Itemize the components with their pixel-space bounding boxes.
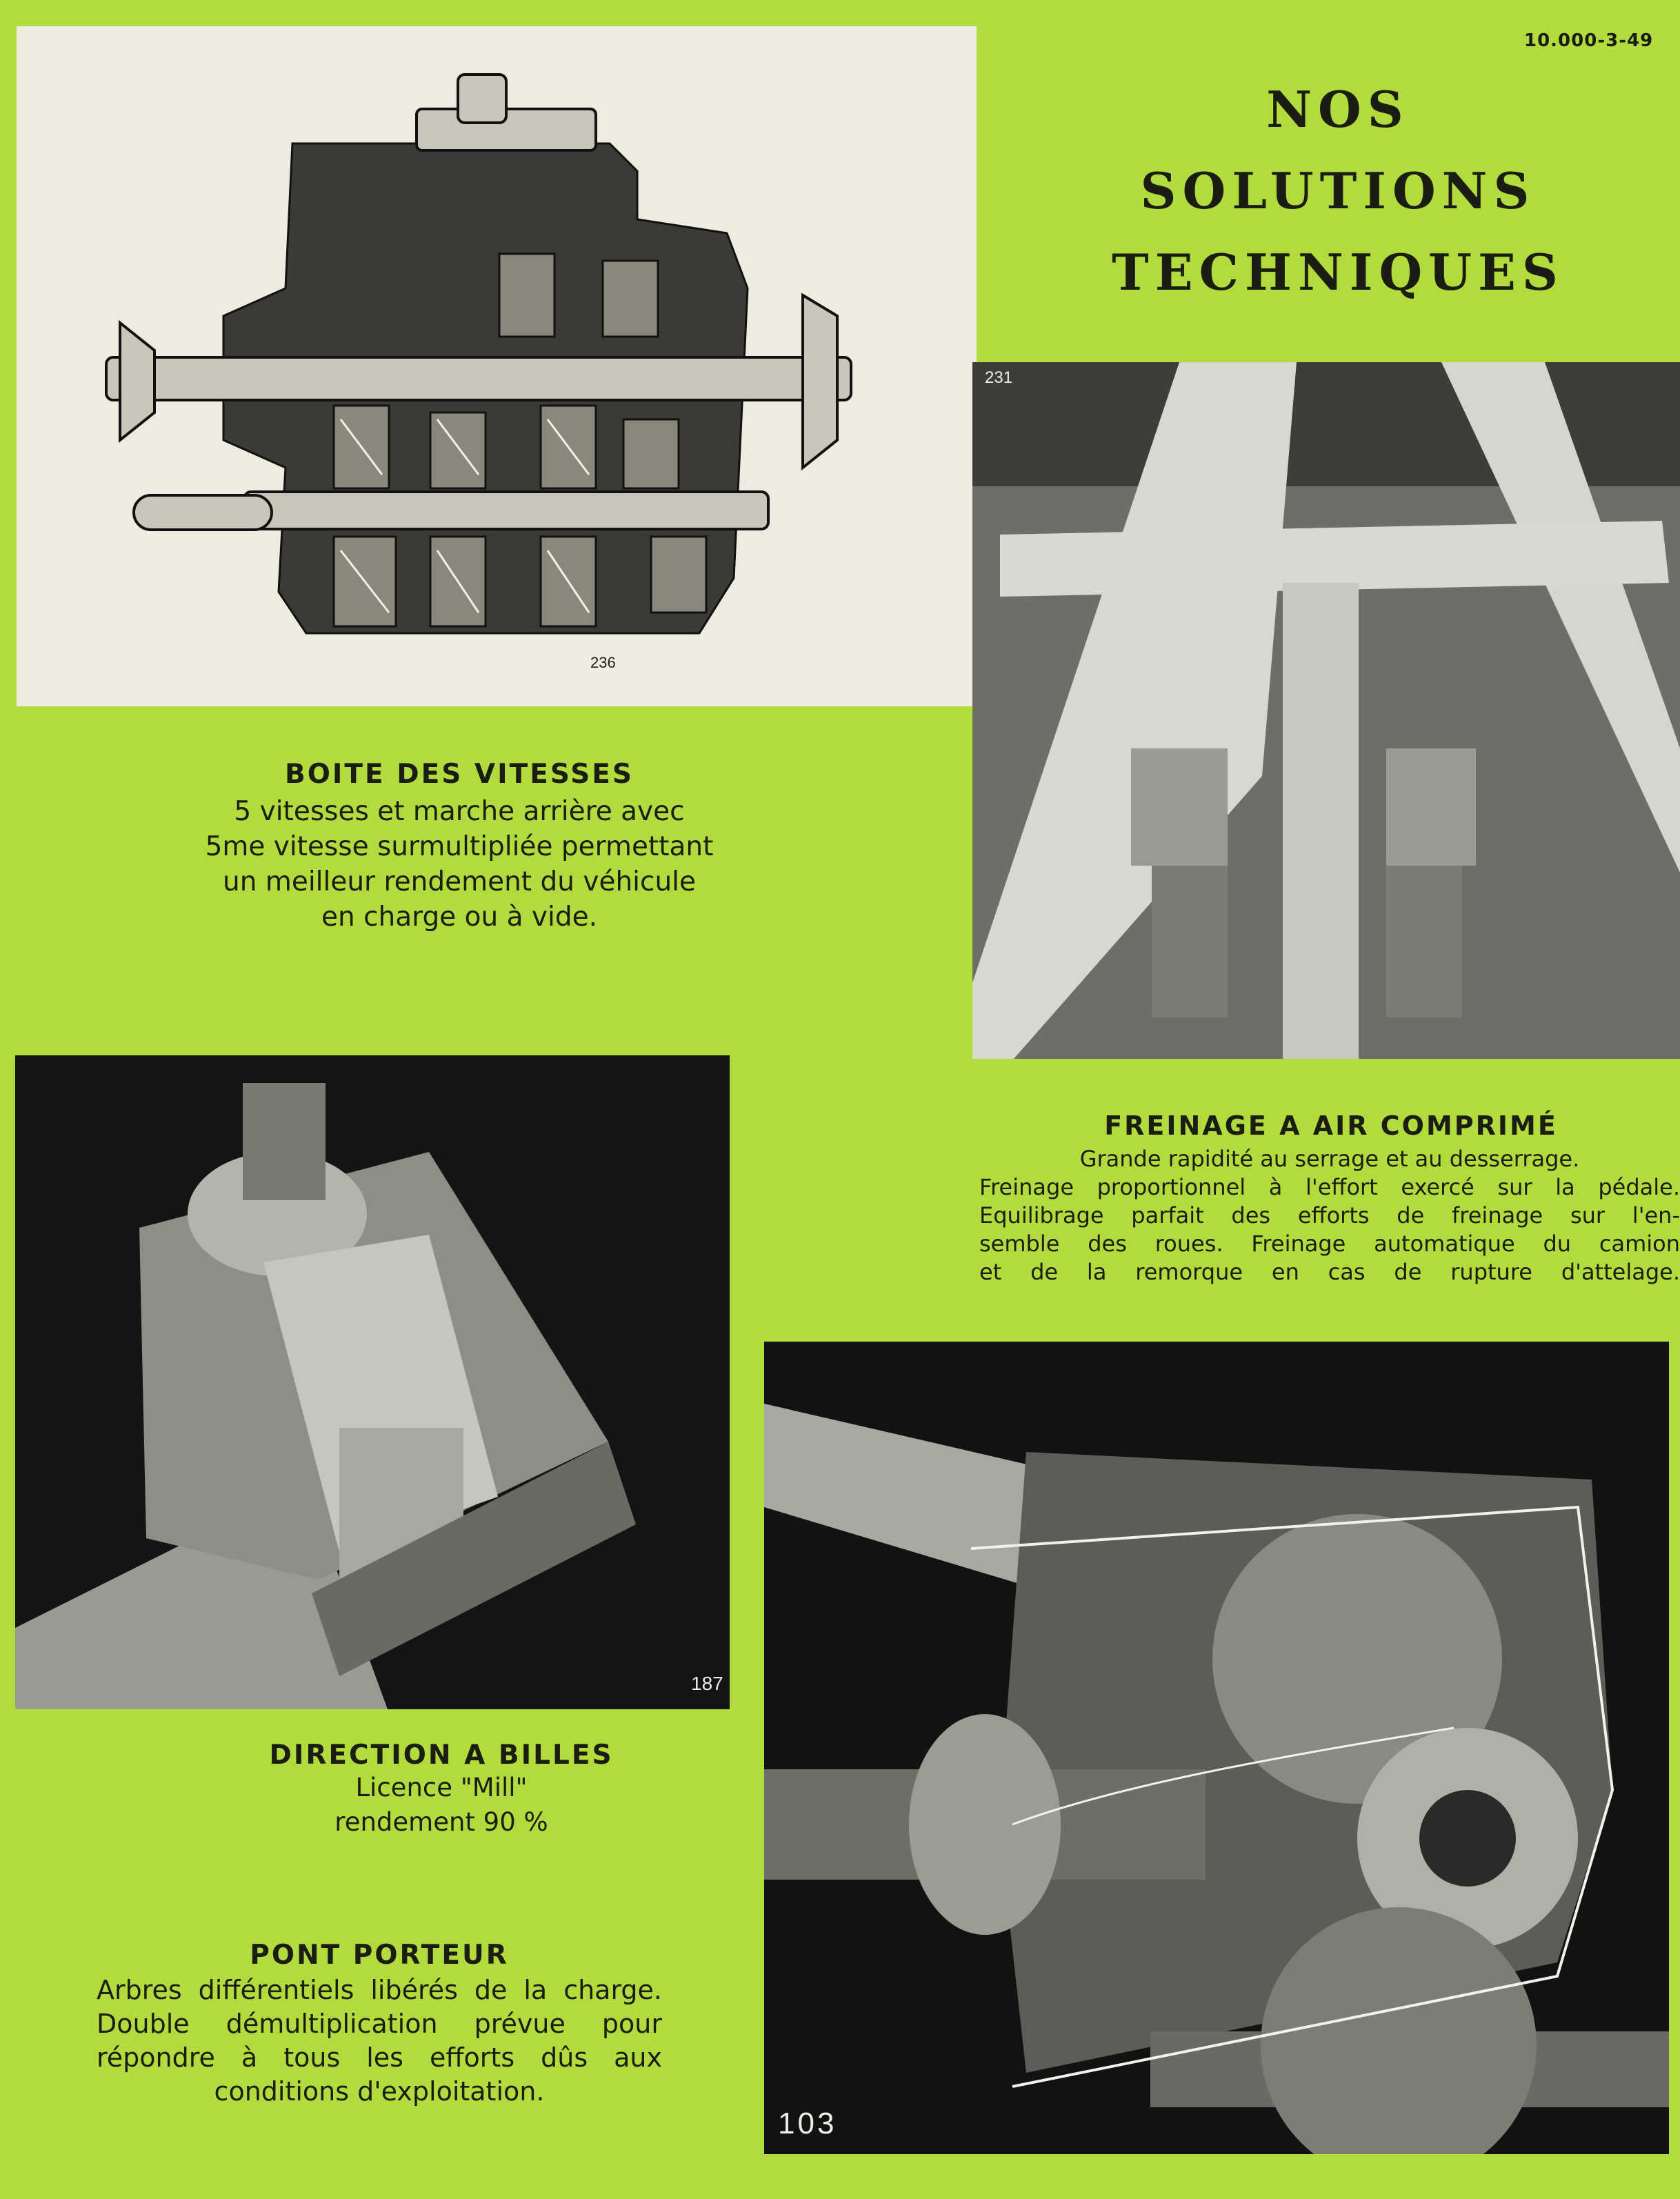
section-line: et de la remorque en cas de rupture d'attelage. [979,1259,1680,1285]
title-line: NOS [1266,80,1410,139]
steering-section [172,1740,710,1840]
section-heading: PONT PORTEUR [250,1940,509,1971]
section-line: Freinage proportionnel à l'effort exercé sur la pédale. [979,1174,1680,1200]
page-title [1076,69,1600,313]
title-line: SOLUTIONS [1140,161,1536,220]
section-line: Arbres différentiels libérés de la charge. [97,1975,662,2005]
section-heading: FREINAGE A AIR COMPRIMÉ [1104,1111,1558,1141]
air-brake-chassis-photo [972,362,1680,1059]
ball-steering-gear-photo [15,1055,730,1709]
axle-section [97,1940,662,2109]
section-line: Double démultiplication prévue pour [97,2009,662,2039]
section-line: Equilibrage parfait des efforts de freinage sur l'en- [979,1202,1680,1228]
photo-number: 236 [590,654,616,671]
section-line: répondre à tous les efforts dûs aux [97,2042,662,2073]
photo-number: 187 [691,1673,723,1694]
section-line: Grande rapidité au serrage et au desserrage. [1079,1146,1580,1172]
section-line: conditions d'exploitation. [214,2076,545,2107]
title-line: TECHNIQUES [1112,243,1564,301]
brakes-section [979,1111,1680,1286]
photo-number: 231 [985,368,1013,387]
section-line: semble des roues. Freinage automatique du camion [979,1231,1680,1257]
section-heading: BOITE DES VITESSES [285,759,634,790]
section-line: 5 vitesses et marche arrière avec [234,796,685,827]
photo-number: 103 [778,2107,837,2140]
section-heading: DIRECTION A BILLES [269,1740,614,1771]
reference-code: 10.000-3-49 [1524,30,1654,51]
carrying-axle-photo [764,1342,1669,2154]
section-line: en charge ou à vide. [321,902,597,933]
section-line: 5me vitesse surmultipliée permettant [205,831,714,862]
gearbox-section [163,759,756,935]
gearbox-cutaway-illustration [17,26,977,706]
section-line: Licence "Mill" [355,1773,528,1802]
section-line: un meilleur rendement du véhicule [223,866,696,897]
section-line: rendement 90 % [334,1807,548,1837]
